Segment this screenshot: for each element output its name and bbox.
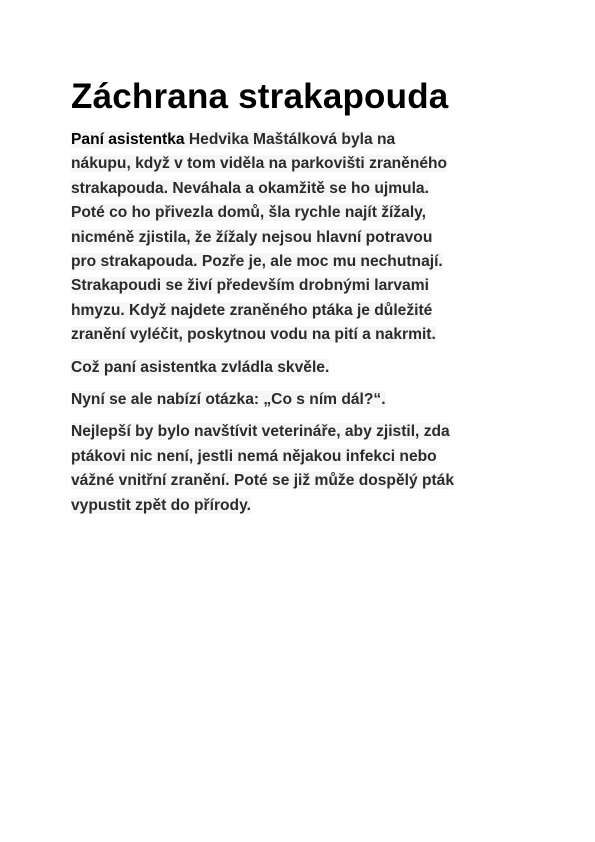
line-text: nicméně zjistila, že žížaly nejsou hlavní potravou (71, 228, 433, 246)
line-text: vážné vnitřní zranění. Poté se již může dospělý pták (71, 472, 455, 490)
line-text: Poté co ho přivezla domů, šla rychle najít žížaly, (71, 204, 427, 222)
line-text: vypustit zpět do přírody. (71, 496, 251, 514)
line-text: Hedvika Maštálková byla na (184, 131, 396, 148)
line-text: ptákovi nic není, jestli nemá nějakou infekci nebo (71, 447, 437, 465)
paragraph-line (71, 356, 541, 380)
paragraph-line (71, 388, 541, 412)
article (71, 76, 541, 526)
paragraph-line (71, 152, 541, 176)
paragraph-line (71, 250, 541, 274)
paragraph-line (71, 494, 541, 518)
line-text: Což paní asistentka zvládla skvěle. (71, 358, 330, 376)
line-text: zranění vyléčit, poskytnou vodu na pití a nakrmit. (71, 326, 436, 344)
paragraph-line (71, 420, 541, 444)
paragraph-line (71, 128, 541, 152)
paragraph-line (71, 299, 541, 323)
paragraph-line (71, 445, 541, 469)
line-text: hmyzu. Když najdete zraněného ptáka je důležité (71, 301, 433, 319)
line-text: nákupu, když v tom viděla na parkovišti zraněného (71, 155, 448, 173)
paragraph-line (71, 201, 541, 225)
paragraph-line (71, 226, 541, 250)
paragraph-line (71, 177, 541, 201)
paragraph-line (71, 323, 541, 347)
line-text: Nyní se ale nabízí otázka: „Co s ním dál?“. (71, 391, 386, 409)
lead-phrase: Paní asistentka (71, 131, 185, 148)
line-text: Strakapoudi se živí především drobnými larvami (71, 277, 429, 295)
line-text: strakapouda. Neváhala a okamžitě se ho ujmula. (71, 179, 429, 197)
paragraph-4 (71, 420, 541, 518)
paragraph-1 (71, 128, 541, 348)
article-title: Záchrana strakapouda (71, 77, 449, 116)
paragraph-line (71, 469, 541, 493)
line-text: Nejlepší by bylo navštívit veterináře, aby zjistil, zda (71, 423, 450, 441)
paragraph-2 (71, 356, 541, 380)
paragraph-line (71, 274, 541, 298)
line-text: pro strakapouda. Pozře je, ale moc mu nechutnají. (71, 253, 443, 271)
paragraph-3 (71, 388, 541, 412)
